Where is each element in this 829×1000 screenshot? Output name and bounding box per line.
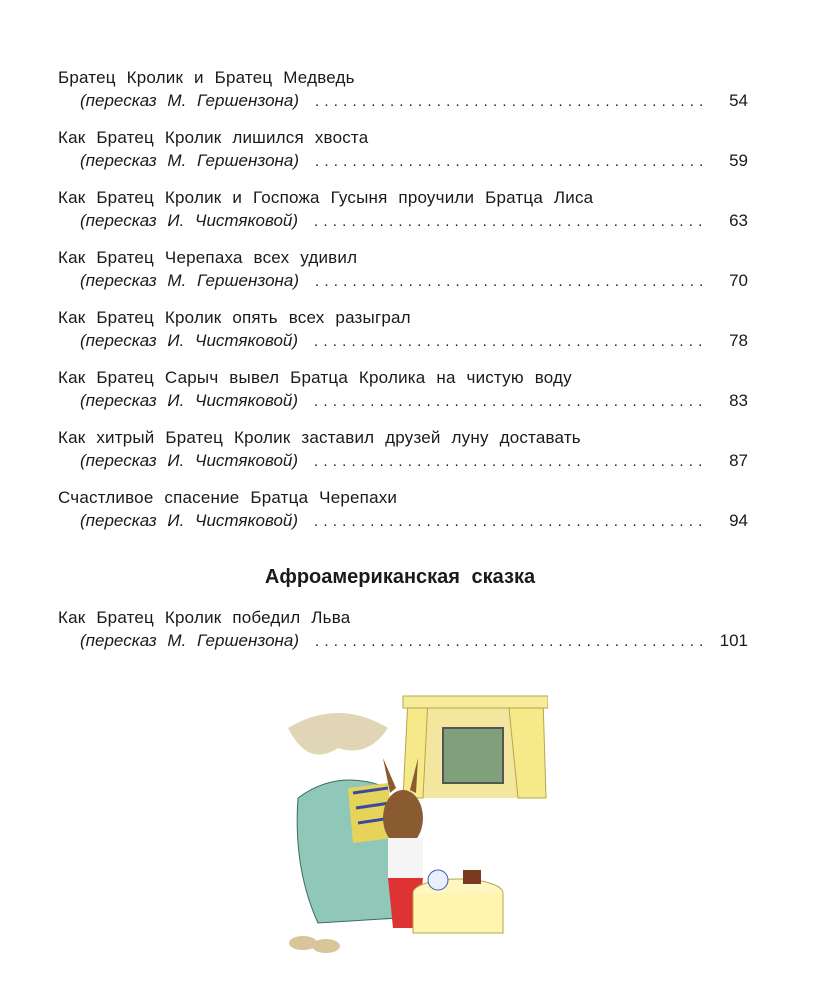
toc-entry[interactable] [58, 67, 748, 127]
entry-credit: (пересказ М. Гершензона) [80, 271, 299, 290]
entry-page: 70 [729, 271, 748, 290]
entry-credit: (пересказ М. Гершензона) [80, 151, 299, 170]
entry-credit: (пересказ И. Чистяковой) [80, 451, 299, 470]
entry-title: Братец Кролик и Братец Медведь [58, 68, 355, 87]
entry-page: 78 [729, 331, 748, 350]
entry-title: Как Братец Черепаха всех удивил [58, 248, 358, 267]
entry-title: Как Братец Кролик лишился хвоста [58, 128, 369, 147]
toc-entry[interactable] [58, 127, 748, 187]
toc-entry[interactable] [58, 247, 748, 307]
entry-title: Как Братец Кролик и Госпожа Гусыня проучили Братца Лиса [58, 188, 594, 207]
entry-title: Как Братец Кролик опять всех разыграл [58, 308, 411, 327]
toc-list-section [58, 607, 748, 667]
leader-dots [315, 150, 706, 174]
entry-credit: (пересказ И. Чистяковой) [80, 391, 299, 410]
entry-page: 101 [719, 631, 748, 650]
entry-credit: (пересказ И. Чистяковой) [80, 511, 299, 530]
entry-page: 59 [729, 151, 748, 170]
leader-dots [315, 630, 706, 654]
entry-title: Как Братец Сарыч вывел Братца Кролика на чистую воду [58, 368, 572, 387]
leader-dots [314, 330, 706, 354]
toc-list [58, 67, 748, 547]
leader-dots [314, 210, 706, 234]
entry-credit: (пересказ И. Чистяковой) [80, 211, 299, 230]
entry-page: 94 [729, 511, 748, 530]
toc-entry[interactable] [58, 187, 748, 247]
entry-page: 87 [729, 451, 748, 470]
section-heading: Афроамериканская сказка [264, 566, 536, 588]
toc-entry[interactable] [58, 307, 748, 367]
toc-entry[interactable] [58, 487, 748, 547]
rabbit-tea-illustration [278, 688, 548, 973]
leader-dots [314, 450, 706, 474]
entry-title: Счастливое спасение Братца Черепахи [58, 488, 398, 507]
entry-title: Как Братец Кролик победил Льва [58, 608, 351, 627]
entry-credit: (пересказ И. Чистяковой) [80, 331, 299, 350]
entry-credit: (пересказ М. Гершензона) [80, 631, 299, 650]
leader-dots [315, 270, 706, 294]
toc-entry[interactable] [58, 367, 748, 427]
leader-dots [314, 390, 706, 414]
leader-dots [314, 510, 706, 534]
leader-dots [315, 90, 706, 114]
entry-page: 54 [729, 91, 748, 110]
toc-entry[interactable] [58, 427, 748, 487]
toc-entry[interactable] [58, 607, 748, 667]
entry-title: Как хитрый Братец Кролик заставил друзей луну доставать [58, 428, 581, 447]
entry-credit: (пересказ М. Гершензона) [80, 91, 299, 110]
entry-page: 83 [729, 391, 748, 410]
entry-page: 63 [729, 211, 748, 230]
